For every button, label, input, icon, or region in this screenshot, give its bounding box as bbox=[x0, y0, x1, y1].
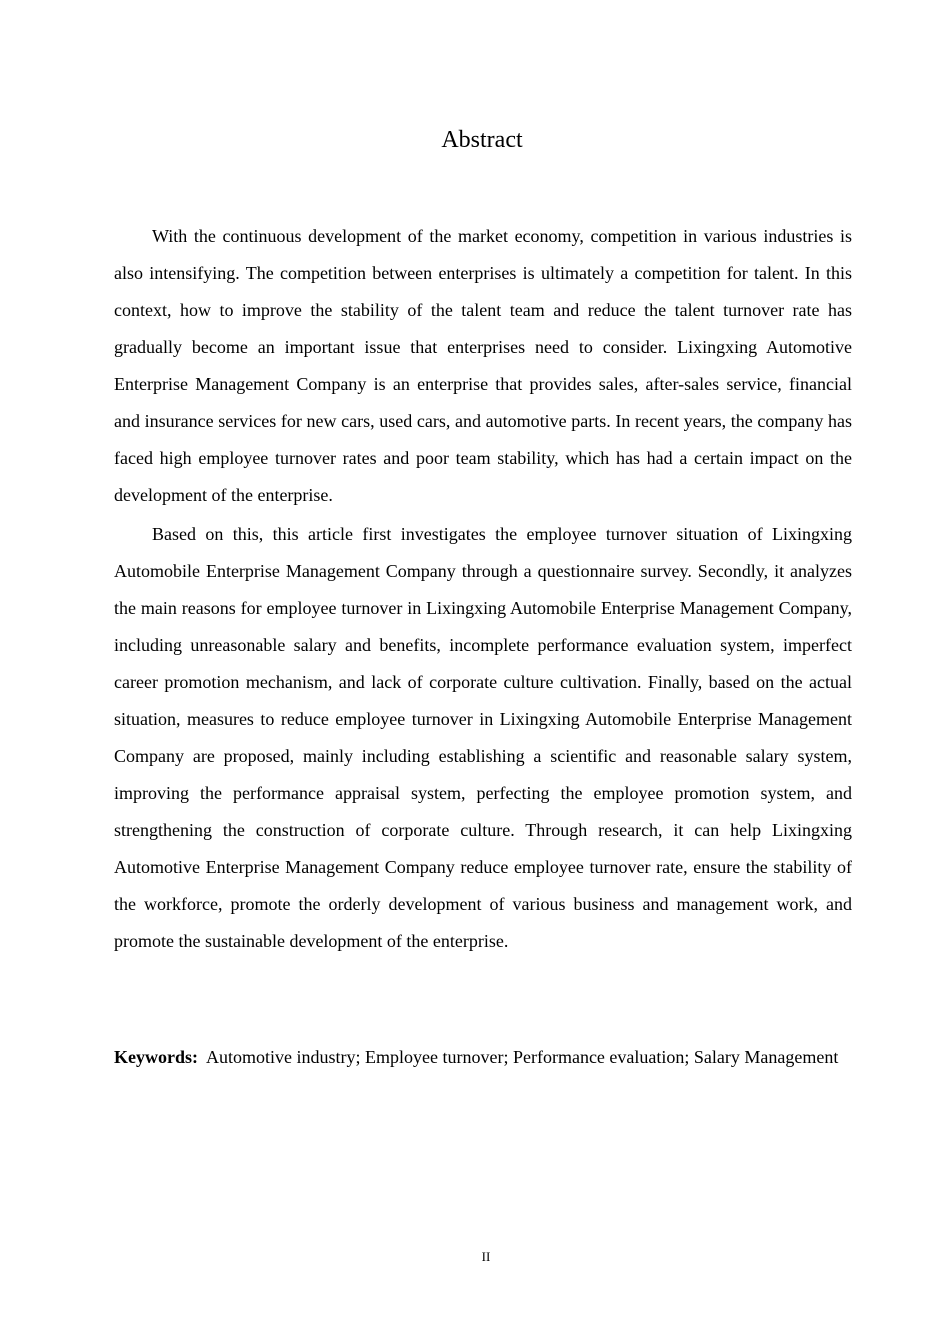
abstract-body bbox=[114, 218, 852, 960]
page-number: II bbox=[481, 1249, 491, 1264]
abstract-title: Abstract bbox=[441, 127, 523, 153]
keywords-list: Automotive industry; Employee turnover; Performance evaluation; Salary Management bbox=[206, 1047, 839, 1067]
keywords-label: Keywords: bbox=[114, 1047, 198, 1067]
abstract-paragraph-2: Based on this, this article first investigates the employee turnover situation of Lixingxing Automobile Enterprise Management Company through a questionnaire survey. Secondly, it analyzes the main reasons for employee turnover in Lixingxing Automobile Enterprise Management Company, including unreasonable salary and benefits, incomplete performance evaluation system, imperfect career promotion mechanism, and lack of corporate culture cultivation. Finally, based on the actual situation, measures to reduce employee turnover in Lixingxing Automobile Enterprise Management Company are proposed, mainly including establishing a scientific and reasonable salary system, improving the performance appraisal system, perfecting the employee promotion system, and strengthening the construction of corporate culture. Through research, it can help Lixingxing Automotive Enterprise Management Company reduce employee turnover rate, ensure the stability of the workforce, promote the orderly development of various business and management work, and promote the sustainable development of the enterprise. bbox=[114, 524, 852, 951]
keywords-line bbox=[114, 1039, 850, 1076]
abstract-paragraph-1: With the continuous development of the market economy, competition in various industries is also intensifying. The competition between enterprises is ultimately a competition for talent. In this context, how to improve the stability of the talent team and reduce the talent turnover rate has gradually become an important issue that enterprises need to consider. Lixingxing Automotive Enterprise Management Company is an enterprise that provides sales, after-sales service, financial and insurance services for new cars, used cars, and automotive parts. In recent years, the company has faced high employee turnover rates and poor team stability, which has had a certain impact on the development of the enterprise. bbox=[114, 226, 852, 505]
